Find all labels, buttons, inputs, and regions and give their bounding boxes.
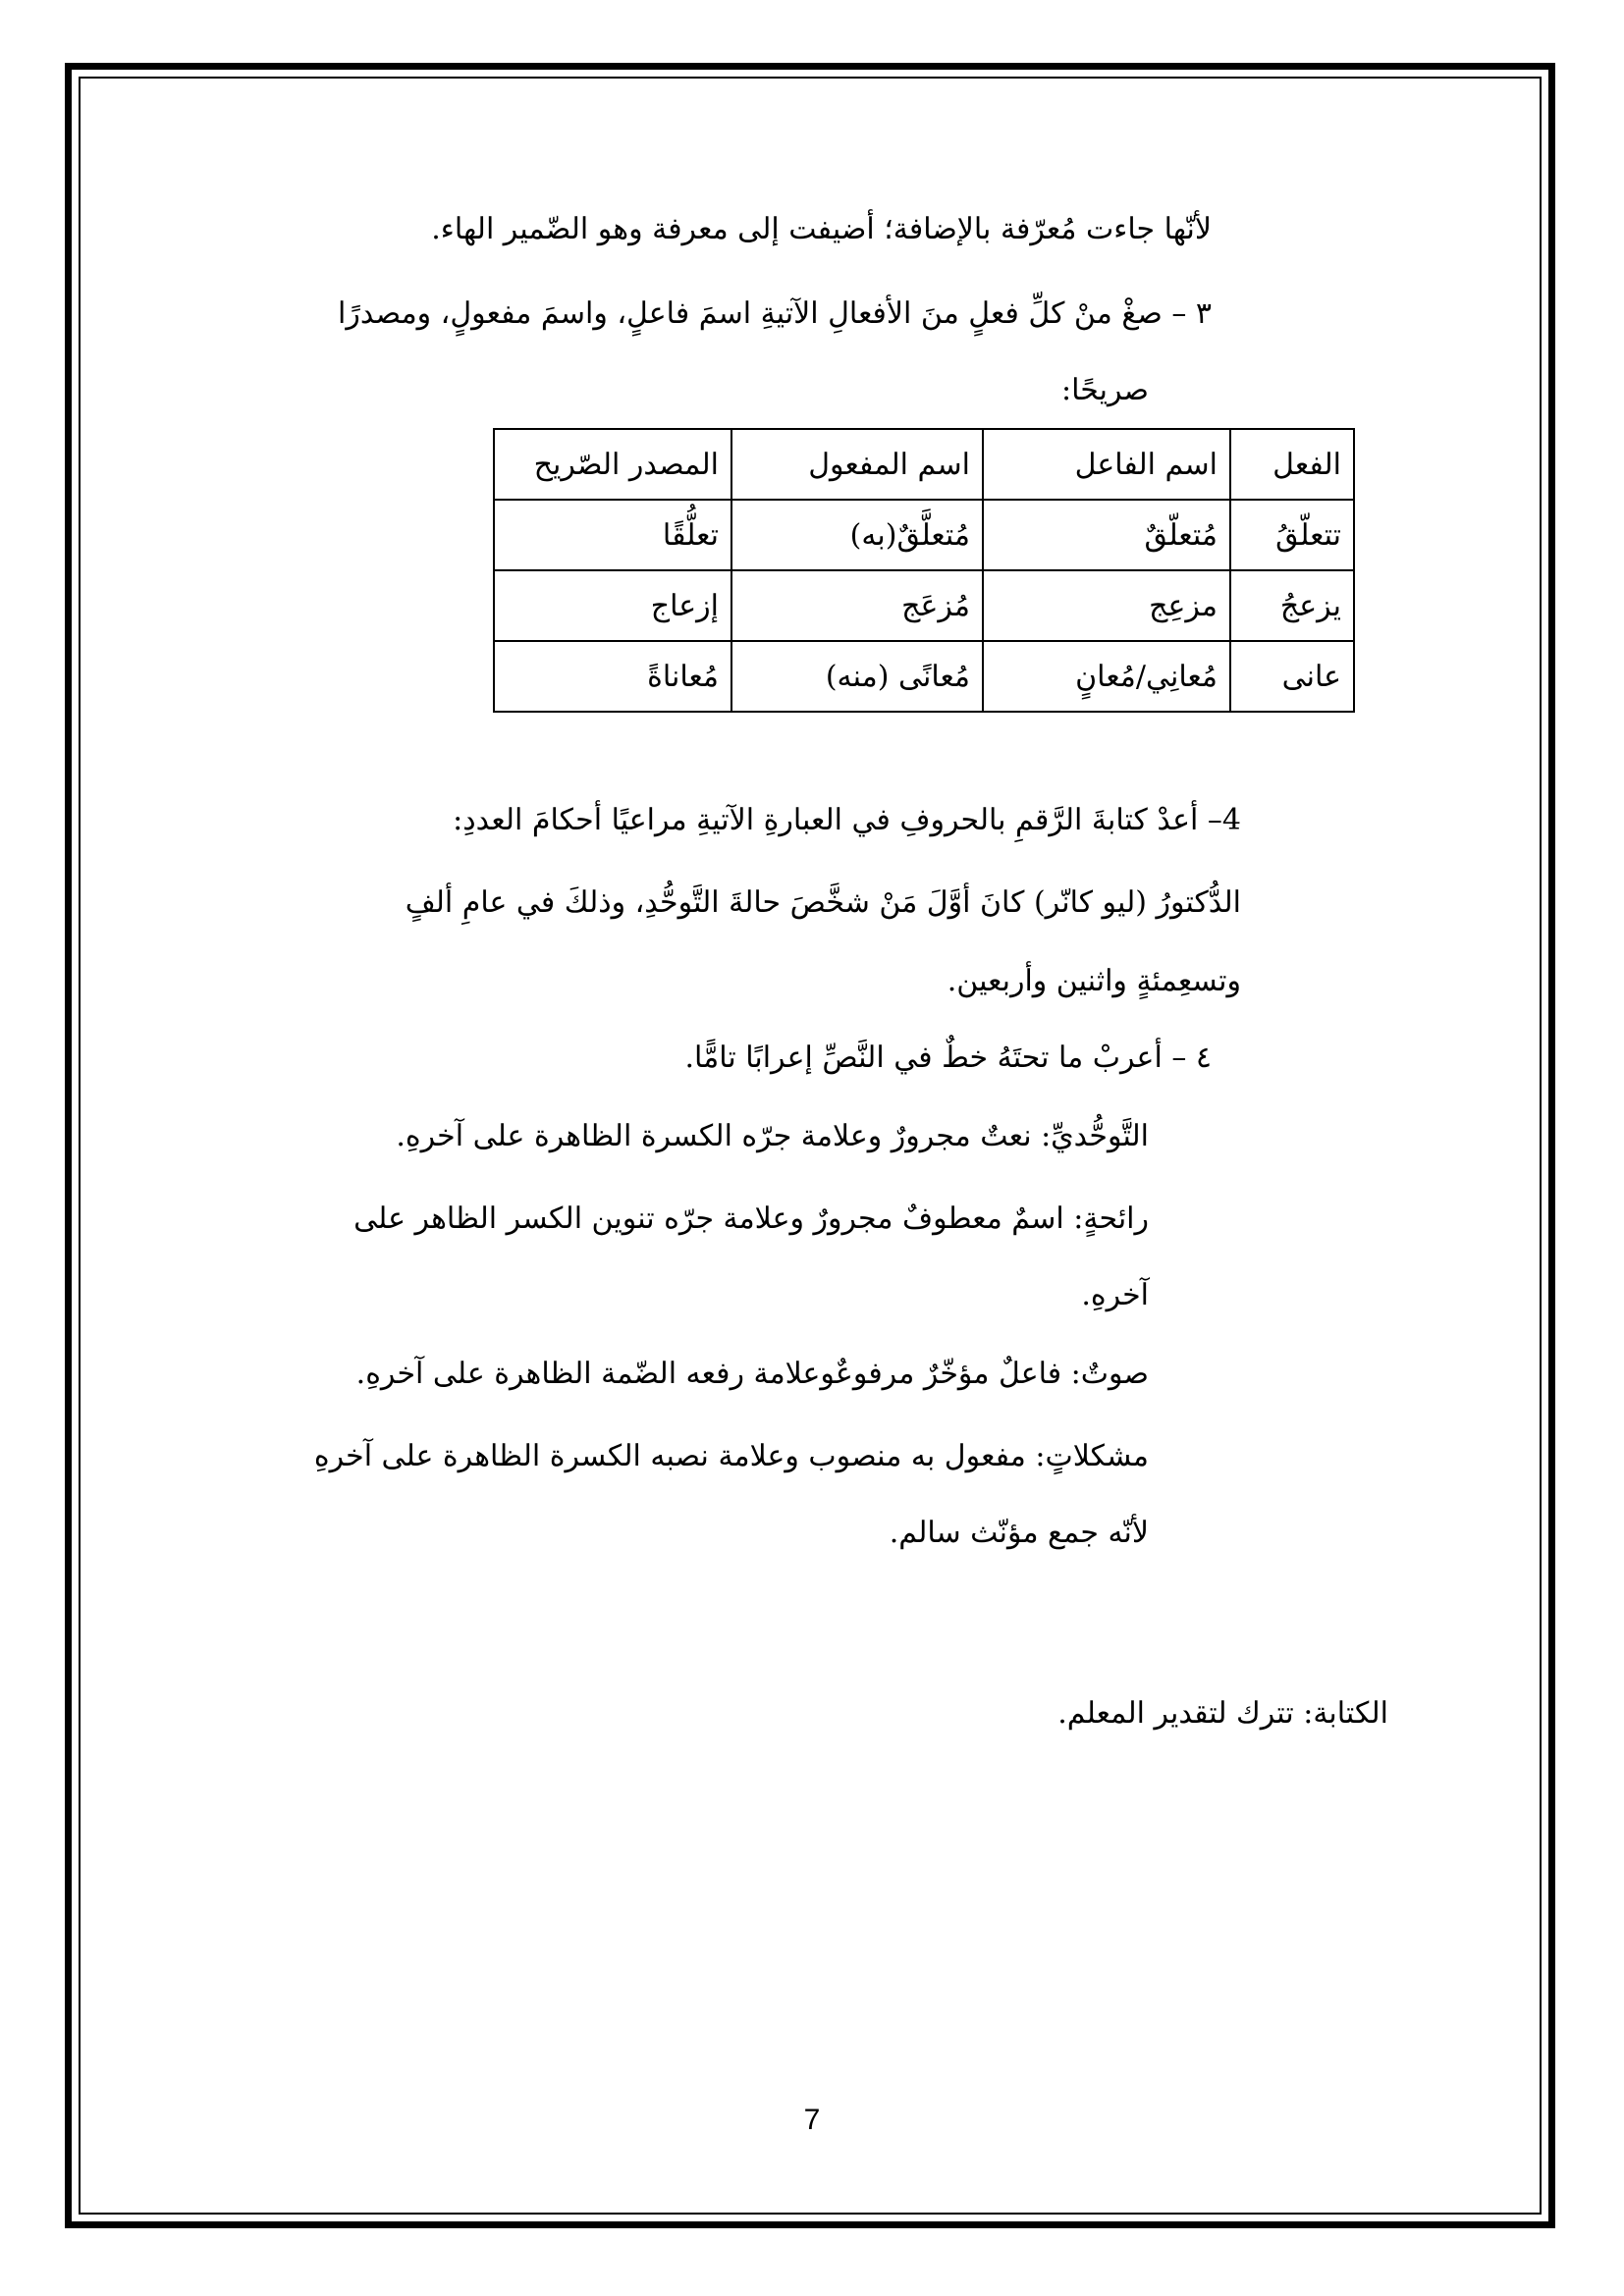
question-4-heading: 4– أعدْ كتابةَ الرَّقمِ بالحروفِ في العبارةِ الآتيةِ مراعيًا أحكامَ العددِ:	[453, 803, 1241, 837]
table-cell: مُعانًى (منه)	[731, 641, 983, 712]
derivatives-table	[493, 428, 1355, 713]
table-cell: يزعجُ	[1230, 570, 1354, 641]
table-header-row	[494, 429, 1354, 500]
table-cell: تتعلّقُ	[1230, 500, 1354, 570]
table-cell: مُزعَج	[731, 570, 983, 641]
table-cell: مزعِج	[983, 570, 1230, 641]
parsing-line: آخرهِ.	[1081, 1278, 1149, 1312]
table-cell: مُتعلَّقٌ(به)	[731, 500, 983, 570]
table-header-cell: المصدر الصّريح	[494, 429, 731, 500]
table-cell: مُعانِي/مُعانٍ	[983, 641, 1230, 712]
writing-note: الكتابة: تترك لتقدير المعلم.	[1057, 1696, 1388, 1731]
text-line-1: لأنّها جاءت مُعرّفة بالإضافة؛ أضيفت إلى معرفة وهو الضّمير الهاء.	[431, 212, 1212, 246]
table-cell: تعلُّقًا	[494, 500, 731, 570]
table-cell: إزعاج	[494, 570, 731, 641]
table-header-cell: اسم الفاعل	[983, 429, 1230, 500]
question-4-sentence-cont: وتسعِمئةٍ واثنين وأربعين.	[947, 964, 1241, 998]
table-cell: مُعاناةً	[494, 641, 731, 712]
parsing-line: رائحةٍ: اسمٌ معطوفٌ مجرورٌ وعلامة جرّه تنوين الكسر الظاهر على	[353, 1201, 1149, 1236]
parsing-line: التَّوحُّديِّ: نعتٌ مجرورٌ وعلامة جرّه الكسرة الظاهرة على آخرهِ.	[396, 1119, 1149, 1153]
table-cell: عانى	[1230, 641, 1354, 712]
parsing-heading: ٤ – أعربْ ما تحتَهُ خطٌ في النَّصِّ إعرابًا تامًّا.	[684, 1041, 1212, 1075]
table-header-cell: اسم المفعول	[731, 429, 983, 500]
question-4-sentence: الدُّكتورُ (ليو كانّر) كانَ أوَّلَ مَنْ شخَّصَ حالةَ التَّوحُّدِ، وذلكَ في عامِ ألفٍ	[405, 885, 1241, 920]
question-3-heading: ٣ – صغْ منْ كلِّ فعلٍ منَ الأفعالِ الآتيةِ اسمَ فاعلٍ، واسمَ مفعولٍ، ومصدرًا	[338, 296, 1212, 331]
table-cell: مُتعلّقٌ	[983, 500, 1230, 570]
table-row	[494, 570, 1354, 641]
table-row	[494, 500, 1354, 570]
question-3-heading-cont: صريحًا:	[1061, 373, 1149, 407]
page-number: 7	[803, 2104, 821, 2136]
table-header-cell: الفعل	[1230, 429, 1354, 500]
parsing-line: مشكلاتٍ: مفعول به منصوب وعلامة نصبه الكسرة الظاهرة على آخرهِ	[313, 1439, 1149, 1473]
parsing-line: صوتٌ: فاعلٌ مؤخّرٌ مرفوعٌوعلامة رفعه الضّمة الظاهرة على آخرهِ.	[355, 1357, 1149, 1391]
parsing-line: لأنّه جمع مؤنّث سالم.	[889, 1516, 1149, 1550]
table-row	[494, 641, 1354, 712]
